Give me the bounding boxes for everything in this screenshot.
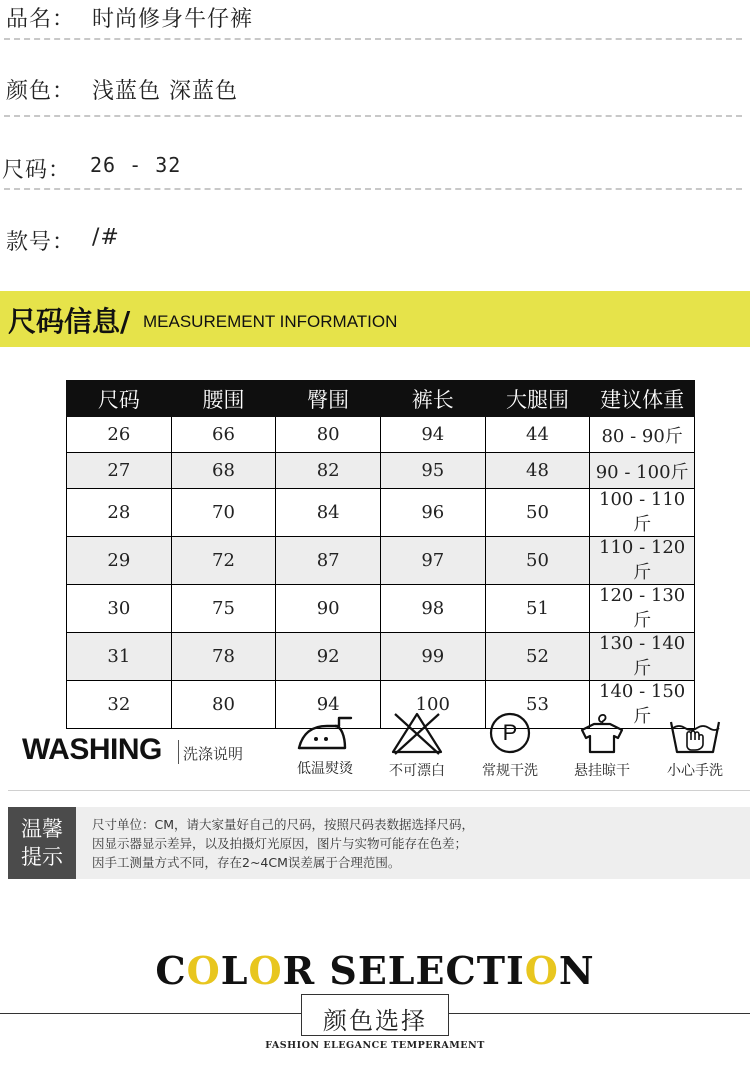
banner-title-en: MEASUREMENT INFORMATION: [143, 312, 398, 331]
title-part: R SELECTI: [282, 948, 525, 993]
title-part: L: [220, 948, 249, 993]
cell: 82: [276, 453, 381, 489]
cell: 50: [485, 537, 590, 585]
title-part: C: [155, 948, 187, 993]
tip-badge-line2: 提示: [21, 845, 63, 869]
cell: 100 - 110斤: [590, 489, 695, 537]
dry-clean-glyph: P: [502, 720, 518, 745]
cell: 80: [171, 681, 276, 729]
care-label-dry-clean: 常规干洗: [482, 763, 538, 779]
cell: 92: [276, 633, 381, 681]
product-color-label: 颜色：: [6, 79, 76, 104]
title-accent-letter: O: [524, 948, 559, 993]
cell: 94: [380, 417, 485, 453]
cell: 87: [276, 537, 381, 585]
product-color-value: 浅蓝色 深蓝色: [92, 79, 238, 104]
table-row: [67, 585, 695, 633]
divider: [178, 740, 179, 764]
cell: 96: [380, 489, 485, 537]
product-style-label: 款号：: [6, 230, 76, 255]
cell: 94: [276, 681, 381, 729]
cell: 98: [380, 585, 485, 633]
measurement-banner: [0, 291, 750, 347]
cell: 90 - 100斤: [590, 453, 695, 489]
cell: 70: [171, 489, 276, 537]
tip-line: 因手工测量方式不同，存在2~4CM误差属于合理范围。: [92, 855, 401, 870]
product-name-label: 品名：: [6, 7, 76, 32]
cell: 80: [276, 417, 381, 453]
table-header-row: [67, 381, 695, 417]
care-label-iron: 低温熨烫: [297, 761, 353, 777]
header-waist: 腰围: [171, 381, 276, 417]
dry-clean-icon: [487, 710, 533, 756]
cell: 66: [171, 417, 276, 453]
tip-line: 尺寸单位：CM，请大家量好自己的尺码，按照尺码表数据选择尺码，: [92, 817, 475, 832]
divider: [449, 1013, 750, 1014]
cell: 53: [485, 681, 590, 729]
cell: 68: [171, 453, 276, 489]
cell: 30: [67, 585, 172, 633]
cell: 52: [485, 633, 590, 681]
tip-badge: [8, 807, 76, 879]
divider: [4, 188, 742, 190]
color-selection-title: [0, 948, 750, 993]
cell: 27: [67, 453, 172, 489]
cell: 130 - 140斤: [590, 633, 695, 681]
color-selection-title-zh: 颜色选择: [323, 1007, 427, 1035]
divider: [0, 1013, 301, 1014]
header-hip: 臀围: [276, 381, 381, 417]
divider: [4, 115, 742, 117]
cell: 99: [380, 633, 485, 681]
care-item-iron: [280, 710, 370, 778]
iron-low-icon: [280, 710, 370, 754]
cell: 120 - 130斤: [590, 585, 695, 633]
tip-line: 因显示器显示差异，以及拍摄灯光原因，图片与实物可能存在色差；: [92, 836, 468, 851]
product-size-label: 尺码：: [2, 158, 72, 183]
title-part: N: [558, 948, 595, 993]
table-row: [67, 633, 695, 681]
tip-text: [92, 815, 474, 872]
divider: [8, 790, 750, 791]
cell: 80 - 90斤: [590, 417, 695, 453]
color-selection-box: [301, 994, 449, 1036]
title-accent-letter: O: [186, 948, 221, 993]
cell: 50: [485, 489, 590, 537]
hand-wash-icon: [650, 710, 740, 756]
cell: 48: [485, 453, 590, 489]
banner-title-zh: 尺码信息/: [8, 305, 131, 338]
size-table: [66, 380, 695, 729]
table-row: [67, 537, 695, 585]
cell: 95: [380, 453, 485, 489]
care-item-hang-dry: [557, 710, 647, 780]
cell: 78: [171, 633, 276, 681]
cell: 97: [380, 537, 485, 585]
cell: 84: [276, 489, 381, 537]
care-label-hang-dry: 悬挂晾干: [574, 763, 630, 779]
cell: 51: [485, 585, 590, 633]
cell: 29: [67, 537, 172, 585]
product-size-value: 26 - 32: [90, 153, 182, 177]
care-label-hand-wash: 小心手洗: [667, 763, 723, 779]
table-row: [67, 489, 695, 537]
care-label-no-bleach: 不可漂白: [389, 763, 445, 779]
cell: 75: [171, 585, 276, 633]
hang-dry-icon: [557, 710, 647, 756]
cell: 100: [380, 681, 485, 729]
washing-title: WASHING: [22, 733, 162, 766]
title-accent-letter: O: [248, 948, 283, 993]
cell: 72: [171, 537, 276, 585]
cell: 26: [67, 417, 172, 453]
table-row: [67, 453, 695, 489]
header-length: 裤长: [380, 381, 485, 417]
header-thigh: 大腿围: [485, 381, 590, 417]
care-item-hand-wash: [650, 710, 740, 780]
washing-subtitle: 洗涤说明: [183, 745, 244, 763]
cell: 140 - 150斤: [590, 681, 695, 729]
cell: 110 - 120斤: [590, 537, 695, 585]
table-row: [67, 417, 695, 453]
cell: 32: [67, 681, 172, 729]
cell: 44: [485, 417, 590, 453]
cell: 28: [67, 489, 172, 537]
tip-badge-line1: 温馨: [21, 817, 63, 841]
header-size: 尺码: [67, 381, 172, 417]
product-name-value: 时尚修身牛仔裤: [92, 7, 254, 32]
cell: 31: [67, 633, 172, 681]
cell: 90: [276, 585, 381, 633]
header-weight: 建议体重: [590, 381, 695, 417]
care-item-dry-clean: [465, 710, 555, 780]
product-style-value: /#: [92, 225, 120, 250]
tip-box: [8, 807, 750, 879]
divider: [4, 38, 742, 40]
color-selection-subtitle: FASHION ELEGANCE TEMPERAMENT: [265, 1040, 485, 1051]
care-item-no-bleach: [372, 710, 462, 780]
no-bleach-icon: [372, 710, 462, 756]
